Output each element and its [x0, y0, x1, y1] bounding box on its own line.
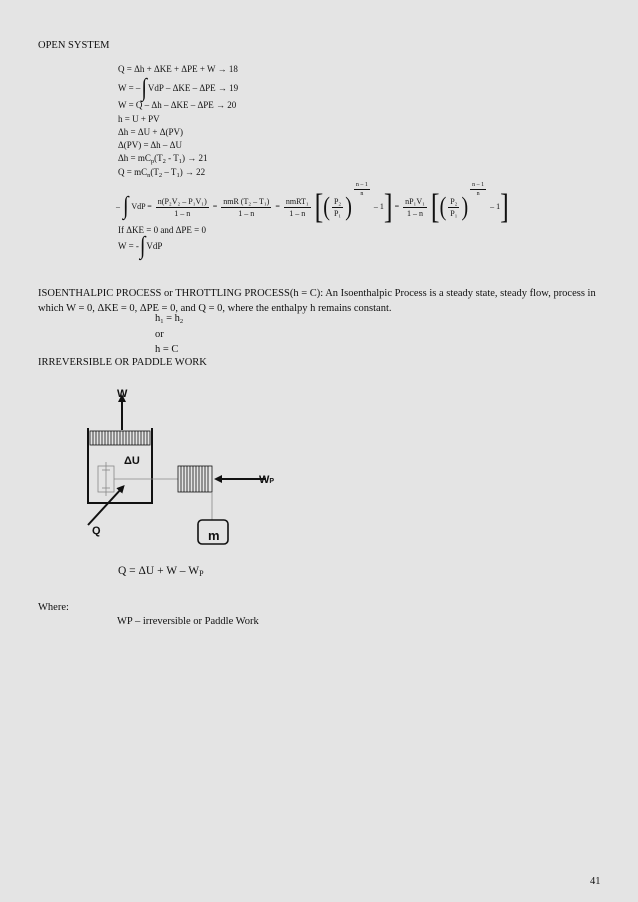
fraction-4: [403, 196, 427, 219]
where-definition: WP – irreversible or Paddle Work: [117, 616, 259, 627]
eq-sub-1: 1: [160, 318, 164, 325]
equation-19-right: VdP – ΔKE – ΔPE → 19: [147, 83, 239, 93]
paddle-work-diagram: [70, 378, 310, 558]
isenthalpic-paragraph: ISOENTHALPIC PROCESS or THROTTLING PROCESS(h = C): An Isoenthalpic Process is a steady state, steady flow, process in which W = 0, ΔKE = 0, ΔPE = 0, and Q = 0, where the enthalpy h remains constant.: [38, 288, 596, 314]
section-heading-irreversible: IRREVERSIBLE OR PADDLE WORK: [38, 357, 207, 368]
eq21-part-a: Δh = mC: [118, 153, 151, 163]
eq21-sub-p: p: [150, 158, 155, 165]
left-bracket-icon: [: [430, 186, 440, 227]
isenthalpic-equation-2: h = C: [155, 344, 179, 355]
eq21-sub-1: 1: [178, 158, 182, 165]
eq22-part-c: – T: [162, 167, 177, 177]
ratio-2-denominator: P₁: [450, 208, 458, 218]
equals-sign: =: [212, 202, 218, 211]
label-wp-sub: P: [269, 478, 275, 485]
eq-vdp-equals: VdP =: [131, 202, 152, 211]
fraction-2-numerator: nmR (T₂ – T₁): [223, 196, 270, 206]
ratio-2-numerator: P₂: [450, 196, 458, 206]
ratio-1-denominator: P₁: [333, 208, 342, 218]
pulley-drum-icon: [178, 466, 212, 492]
equation-condition: If ΔKE = 0 and ΔPE = 0: [118, 225, 206, 235]
exponent-1-denominator: n: [360, 191, 364, 197]
exponent-1: [354, 181, 370, 198]
fraction-4-numerator: nP₁V₁: [405, 196, 425, 206]
eq-h: h: [155, 313, 161, 324]
label-wp: [259, 474, 274, 486]
eq21-part-c: - T: [165, 153, 179, 163]
fraction-4-denominator: 1 – n: [406, 208, 423, 218]
label-w: W: [117, 388, 128, 400]
equals-sign: =: [275, 202, 280, 211]
heat-arrow-icon: [88, 488, 122, 525]
equation-19: [118, 74, 239, 102]
exponent-2-numerator: n – 1: [472, 182, 485, 188]
eq22-part-a: Q = mC: [118, 167, 148, 177]
eq22-part-b: (T: [150, 167, 159, 177]
isenthalpic-equation-1: [155, 313, 183, 325]
left-bracket-icon: [: [314, 186, 324, 227]
right-paren-icon: ): [461, 192, 469, 222]
eq-w-right: VdP: [146, 241, 163, 251]
equation-polytropic-work: [116, 181, 509, 227]
equation-enthalpy-definition: h = U + PV: [118, 114, 160, 124]
eq22-sub-1: 1: [176, 172, 180, 179]
or-text: or: [155, 329, 164, 340]
eq-lead-minus: –: [116, 202, 120, 211]
eq22-sub-n: n: [147, 172, 151, 179]
equation-delta-h: Δh = ΔU + Δ(PV): [118, 127, 184, 137]
where-label: Where:: [38, 602, 69, 613]
right-paren-icon: ): [345, 192, 352, 222]
pressure-ratio-1: [332, 196, 343, 219]
eq21-part-d: ) → 21: [181, 153, 208, 163]
label-wp-main: W: [259, 474, 270, 486]
left-paren-icon: (: [323, 192, 330, 222]
label-delta-u: ΔU: [124, 455, 140, 467]
eq21-part-b: (T: [154, 153, 163, 163]
paddle-work-equation: [118, 565, 204, 578]
left-paren-icon: (: [439, 192, 447, 222]
integral-icon: ∫: [139, 232, 146, 260]
exponent-2-denominator: n: [476, 191, 480, 197]
right-bracket-icon: ]: [383, 186, 393, 227]
eq-sub-2: 2: [179, 318, 184, 325]
minus-one: – 1: [373, 202, 384, 211]
equation-w-integral: [118, 232, 163, 260]
fraction-3-denominator: 1 – n: [289, 208, 306, 218]
equation-20: W = Q – Δh – ΔKE – ΔPE → 20: [118, 100, 237, 110]
ratio-1-numerator: P₂: [333, 196, 342, 206]
fraction-3-numerator: nmRT₁: [285, 196, 309, 206]
pressure-ratio-2: [448, 196, 459, 219]
right-bracket-icon: ]: [500, 186, 509, 227]
piston-icon: [90, 431, 150, 445]
integral-icon: ∫: [141, 74, 147, 102]
exponent-1-numerator: n – 1: [355, 182, 368, 188]
eq21-sub-2: 2: [162, 158, 166, 165]
fraction-2: [221, 196, 271, 219]
fraction-1-numerator: n(P₂V₂ – P₁V₁): [157, 196, 207, 206]
equation-19-left: W = –: [118, 83, 141, 93]
equals-sign: =: [394, 202, 400, 211]
fraction-2-denominator: 1 – n: [238, 208, 255, 218]
fraction-1-denominator: 1 – n: [174, 208, 191, 218]
paddle-eq-sub: P: [199, 569, 204, 578]
label-mass: m: [208, 528, 220, 543]
eq22-sub-2: 2: [158, 172, 163, 179]
equation-18: Q = Δh + ΔKE + ΔPE + W → 18: [118, 64, 238, 74]
equation-21: [118, 153, 207, 165]
eq-w-left: W = -: [118, 241, 139, 251]
integral-icon: ∫: [123, 192, 129, 220]
paddle-eq-main: Q = ΔU + W – W: [118, 565, 200, 577]
section-heading-open-system: OPEN SYSTEM: [38, 40, 110, 51]
equation-22: [118, 167, 205, 179]
label-q: Q: [92, 525, 101, 537]
fraction-1: [156, 196, 209, 219]
eq22-part-d: ) → 22: [179, 167, 206, 177]
minus-one: – 1: [490, 202, 501, 211]
page-number: 41: [590, 876, 601, 887]
paddle-icon: [98, 462, 178, 496]
equation-delta-pv: Δ(PV) = Δh – ΔU: [118, 140, 182, 150]
eq-equals-h: = h: [163, 313, 180, 324]
fraction-3: [284, 196, 311, 219]
exponent-2: [470, 181, 486, 198]
